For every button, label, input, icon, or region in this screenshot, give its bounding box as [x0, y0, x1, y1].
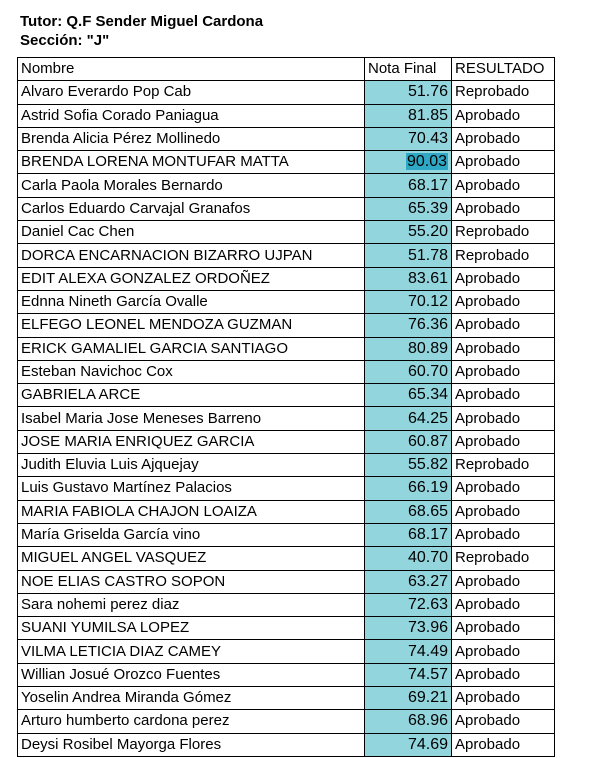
- final-grade-value: 76.36: [407, 316, 448, 334]
- document-header: [20, 12, 263, 50]
- final-grade-value: 66.19: [407, 479, 448, 497]
- final-grade-value: 73.96: [407, 619, 448, 637]
- final-grade-cell[interactable]: [365, 244, 452, 267]
- student-name-cell[interactable]: DORCA ENCARNACION BIZARRO UJPAN: [18, 244, 365, 267]
- result-cell[interactable]: Aprobado: [452, 430, 555, 453]
- result-cell[interactable]: Aprobado: [452, 314, 555, 337]
- student-name-cell[interactable]: ELFEGO LEONEL MENDOZA GUZMAN: [18, 314, 365, 337]
- result-cell[interactable]: Aprobado: [452, 151, 555, 174]
- table-row: [18, 384, 555, 407]
- table-header-row: [18, 58, 555, 81]
- final-grade-value: 68.96: [407, 712, 448, 730]
- final-grade-cell[interactable]: [365, 733, 452, 756]
- table-row: [18, 477, 555, 500]
- student-name-cell[interactable]: Astrid Sofia Corado Paniagua: [18, 104, 365, 127]
- student-name-cell[interactable]: Yoselin Andrea Miranda Gómez: [18, 687, 365, 710]
- final-grade-cell[interactable]: [365, 430, 452, 453]
- result-cell[interactable]: Aprobado: [452, 104, 555, 127]
- table-row: [18, 407, 555, 430]
- result-cell[interactable]: Aprobado: [452, 337, 555, 360]
- student-name-cell[interactable]: Carla Paola Morales Bernardo: [18, 174, 365, 197]
- final-grade-value: 69.21: [407, 689, 448, 707]
- final-grade-value: 68.65: [407, 502, 448, 520]
- final-grade-cell[interactable]: [365, 547, 452, 570]
- final-grade-value: 83.61: [407, 269, 448, 287]
- student-name-cell[interactable]: MARIA FABIOLA CHAJON LOAIZA: [18, 500, 365, 523]
- final-grade-cell[interactable]: [365, 221, 452, 244]
- final-grade-cell[interactable]: [365, 570, 452, 593]
- student-name-cell[interactable]: Alvaro Everardo Pop Cab: [18, 81, 365, 104]
- final-grade-value: 74.57: [407, 665, 448, 683]
- section-line: Sección: "J": [20, 32, 110, 49]
- final-grade-value: 60.70: [407, 363, 448, 380]
- table-row: [18, 710, 555, 733]
- result-cell[interactable]: Aprobado: [452, 174, 555, 197]
- final-grade-cell[interactable]: [365, 523, 452, 546]
- final-grade-cell[interactable]: [365, 384, 452, 407]
- table-row: [18, 617, 555, 640]
- table-body: [18, 81, 555, 757]
- final-grade-cell[interactable]: [365, 454, 452, 477]
- student-name-cell[interactable]: Willian Josué Orozco Fuentes: [18, 663, 365, 686]
- column-header-nombre[interactable]: Nombre: [18, 58, 365, 81]
- table-row: [18, 640, 555, 663]
- table-row: [18, 127, 555, 150]
- final-grade-cell[interactable]: [365, 407, 452, 430]
- result-cell[interactable]: Aprobado: [452, 500, 555, 523]
- table-row: [18, 244, 555, 267]
- final-grade-cell[interactable]: [365, 151, 452, 174]
- final-grade-value: 63.27: [407, 572, 448, 590]
- final-grade-cell[interactable]: [365, 127, 452, 150]
- student-name-cell[interactable]: BRENDA LORENA MONTUFAR MATTA: [18, 151, 365, 174]
- table-row: [18, 267, 555, 290]
- table-row: [18, 570, 555, 593]
- table-row: [18, 290, 555, 313]
- table-row: [18, 733, 555, 756]
- final-grade-value: 74.49: [407, 642, 448, 660]
- student-name-cell[interactable]: MIGUEL ANGEL VASQUEZ: [18, 547, 365, 570]
- table-row: [18, 314, 555, 337]
- student-name-cell[interactable]: JOSE MARIA ENRIQUEZ GARCIA: [18, 430, 365, 453]
- student-name-cell[interactable]: Arturo humberto cardona perez: [18, 710, 365, 733]
- final-grade-cell[interactable]: [365, 104, 452, 127]
- final-grade-cell[interactable]: [365, 197, 452, 220]
- final-grade-cell[interactable]: [365, 314, 452, 337]
- final-grade-value: 51.76: [407, 83, 448, 101]
- student-name-cell[interactable]: María Griselda García vino: [18, 523, 365, 546]
- final-grade-value: 81.85: [407, 106, 448, 124]
- final-grade-value: 60.87: [407, 432, 448, 450]
- table-row: [18, 360, 555, 383]
- final-grade-value: 80.89: [407, 339, 448, 357]
- student-name-cell[interactable]: Judith Eluvia Luis Ajquejay: [18, 454, 365, 477]
- final-grade-cell[interactable]: [365, 710, 452, 733]
- result-cell[interactable]: Aprobado: [452, 384, 555, 407]
- student-name-cell[interactable]: Sara nohemi perez diaz: [18, 593, 365, 616]
- table-row: [18, 687, 555, 710]
- column-header-resultado[interactable]: RESULTADO: [452, 58, 555, 81]
- table-row: [18, 81, 555, 104]
- grades-table: [17, 57, 555, 757]
- student-name-cell[interactable]: ERICK GAMALIEL GARCIA SANTIAGO: [18, 337, 365, 360]
- table-row: [18, 430, 555, 453]
- table-row: [18, 547, 555, 570]
- result-cell[interactable]: Reprobado: [452, 547, 555, 570]
- result-cell[interactable]: Reprobado: [452, 244, 555, 267]
- student-name-cell[interactable]: VILMA LETICIA DIAZ CAMEY: [18, 640, 365, 663]
- student-name-cell[interactable]: NOE ELIAS CASTRO SOPON: [18, 570, 365, 593]
- final-grade-value: 72.63: [407, 595, 448, 613]
- result-cell[interactable]: Aprobado: [452, 687, 555, 710]
- final-grade-cell[interactable]: [365, 477, 452, 500]
- student-name-cell[interactable]: Luis Gustavo Martínez Palacios: [18, 477, 365, 500]
- final-grade-value: 55.82: [407, 456, 448, 474]
- result-cell[interactable]: Aprobado: [452, 477, 555, 500]
- final-grade-value: 64.25: [407, 409, 448, 427]
- student-name-cell[interactable]: Esteban Navichoc Cox: [18, 360, 365, 383]
- result-cell[interactable]: Aprobado: [452, 617, 555, 640]
- table-row: [18, 500, 555, 523]
- result-cell[interactable]: Aprobado: [452, 523, 555, 546]
- final-grade-cell[interactable]: [365, 174, 452, 197]
- final-grade-value: 40.70: [407, 549, 448, 567]
- table-row: [18, 337, 555, 360]
- student-name-cell[interactable]: Daniel Cac Chen: [18, 221, 365, 244]
- final-grade-cell[interactable]: [365, 267, 452, 290]
- final-grade-value: 68.17: [407, 176, 448, 194]
- result-cell[interactable]: Aprobado: [452, 267, 555, 290]
- result-cell[interactable]: Reprobado: [452, 454, 555, 477]
- result-cell[interactable]: Aprobado: [452, 127, 555, 150]
- student-name-cell[interactable]: GABRIELA ARCE: [18, 384, 365, 407]
- result-cell[interactable]: Aprobado: [452, 407, 555, 430]
- final-grade-cell[interactable]: [365, 663, 452, 686]
- student-name-cell[interactable]: Isabel Maria Jose Meneses Barreno: [18, 407, 365, 430]
- result-cell[interactable]: Aprobado: [452, 197, 555, 220]
- result-cell[interactable]: Aprobado: [452, 570, 555, 593]
- final-grade-cell[interactable]: [365, 617, 452, 640]
- student-name-cell[interactable]: SUANI YUMILSA LOPEZ: [18, 617, 365, 640]
- final-grade-value: 65.34: [407, 386, 448, 404]
- result-cell[interactable]: Reprobado: [452, 221, 555, 244]
- table-row: [18, 593, 555, 616]
- student-name-cell[interactable]: Deysi Rosibel Mayorga Flores: [18, 733, 365, 756]
- final-grade-value: 74.69: [407, 735, 448, 753]
- final-grade-value: 55.20: [407, 223, 448, 241]
- student-name-cell[interactable]: Carlos Eduardo Carvajal Granafos: [18, 197, 365, 220]
- final-grade-cell[interactable]: [365, 687, 452, 710]
- student-name-cell[interactable]: Brenda Alicia Pérez Mollinedo: [18, 127, 365, 150]
- final-grade-value: 51.78: [407, 246, 448, 264]
- table-row: [18, 151, 555, 174]
- table-row: [18, 663, 555, 686]
- table-row: [18, 523, 555, 546]
- table-row: [18, 221, 555, 244]
- final-grade-value: 90.03: [406, 153, 447, 171]
- final-grade-value: 68.17: [407, 526, 448, 544]
- result-cell[interactable]: Reprobado: [452, 81, 555, 104]
- final-grade-cell[interactable]: [365, 593, 452, 616]
- table-row: [18, 197, 555, 220]
- table-row: [18, 174, 555, 197]
- result-cell[interactable]: Aprobado: [452, 733, 555, 756]
- table-row: [18, 104, 555, 127]
- final-grade-cell[interactable]: [365, 290, 452, 313]
- final-grade-value: 65.39: [407, 199, 448, 217]
- final-grade-value: 70.43: [407, 130, 448, 148]
- final-grade-cell[interactable]: [365, 500, 452, 523]
- student-name-cell[interactable]: EDIT ALEXA GONZALEZ ORDOÑEZ: [18, 267, 365, 290]
- table-row: [18, 454, 555, 477]
- final-grade-cell[interactable]: [365, 640, 452, 663]
- result-cell[interactable]: Aprobado: [452, 290, 555, 313]
- result-cell[interactable]: Aprobado: [452, 710, 555, 733]
- result-cell[interactable]: Aprobado: [452, 360, 555, 383]
- student-name-cell[interactable]: Ednna Nineth García Ovalle: [18, 290, 365, 313]
- result-cell[interactable]: Aprobado: [452, 593, 555, 616]
- tutor-line: Tutor: Q.F Sender Miguel Cardona: [20, 13, 264, 30]
- final-grade-cell[interactable]: [365, 81, 452, 104]
- final-grade-cell[interactable]: [365, 360, 452, 383]
- final-grade-value: 70.12: [407, 293, 448, 311]
- result-cell[interactable]: Aprobado: [452, 640, 555, 663]
- column-header-nota-final[interactable]: Nota Final: [365, 58, 452, 81]
- result-cell[interactable]: Aprobado: [452, 663, 555, 686]
- final-grade-cell[interactable]: [365, 337, 452, 360]
